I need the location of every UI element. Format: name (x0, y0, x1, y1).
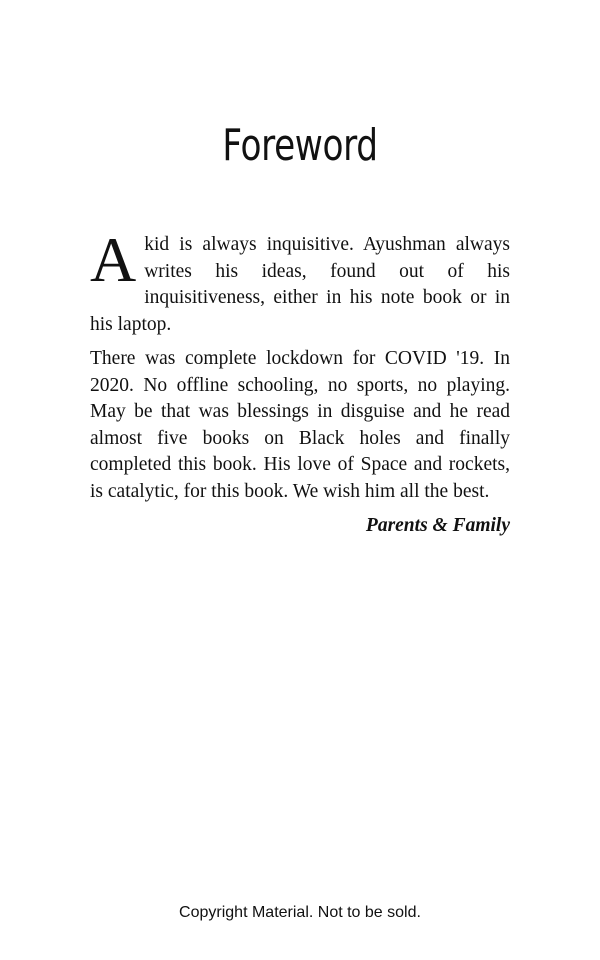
drop-cap: A (90, 224, 137, 295)
copyright-footer: Copyright Material. Not to be sold. (179, 904, 421, 921)
page-title: Foreword (222, 120, 378, 171)
foreword-body (90, 224, 510, 540)
paragraph-first-text: kid is always inquisitive. Ayushman always writes his ideas, found out of his inquisitiveness, either in his note book or in his laptop. (90, 234, 510, 335)
paragraph-first (90, 224, 510, 338)
signature: Parents & Family (365, 515, 510, 536)
paragraph-second: There was complete lockdown for COVID '19. In 2020. No offline schooling, no sports, no playing. May be that was blessings in disguise and he read almost five books on Black holes and finally completed this book. His love of Space and rockets, is catalytic, for this book. We wish him all the best. (90, 348, 510, 502)
